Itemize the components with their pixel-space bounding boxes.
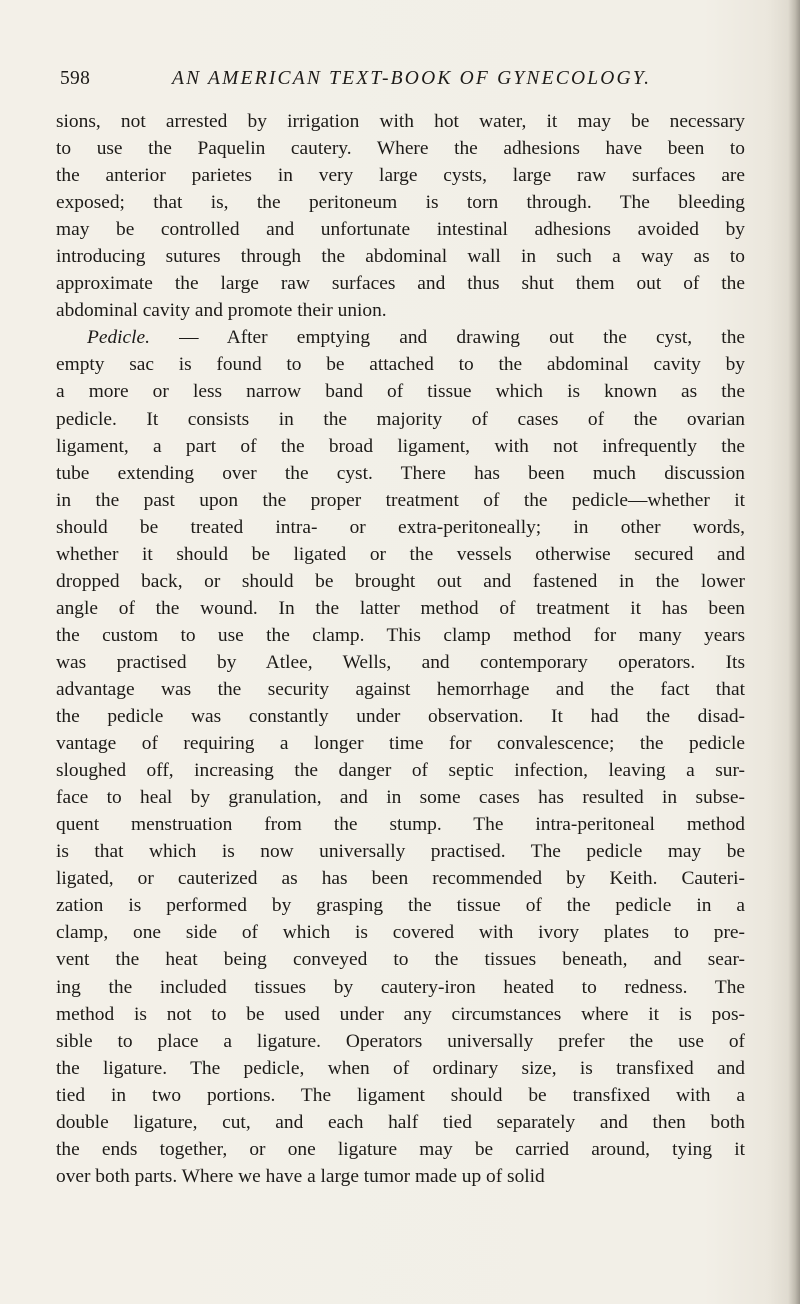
text-line: ligament, a part of the broad ligament, with not infrequently the [56, 435, 745, 457]
text-line: face to heal by granulation, and in some cases has resulted in subse- [56, 787, 745, 809]
text-line: sloughed off, increasing the danger of septic infection, leaving a sur- [56, 760, 745, 782]
pedicle-paragraph-first-line [56, 324, 745, 351]
text-line: sions, not arrested by irrigation with hot water, it may be necessary [56, 111, 745, 132]
body-text [56, 108, 745, 1190]
text-line: ligated, or cauterized as has been recommended by Keith. Cauteri- [56, 868, 745, 890]
text-line: tied in two portions. The ligament should be transfixed with a [56, 1084, 745, 1106]
text-line: advantage was the security against hemorrhage and the fact that [56, 678, 745, 700]
text-line: clamp, one side of which is covered with ivory plates to pre- [56, 922, 745, 944]
text-line: in the past upon the proper treatment of the pedicle—whether it [56, 489, 745, 511]
text-line: exposed; that is, the peritoneum is torn through. The bleeding [56, 192, 745, 214]
text-line: quent menstruation from the stump. The intra-peritoneal method [56, 814, 745, 836]
text-line: method is not to be used under any circumstances where it is pos- [56, 1003, 745, 1025]
running-head [60, 68, 760, 98]
text-line: zation is performed by grasping the tissue of the pedicle in a [56, 895, 745, 917]
text-line: tube extending over the cyst. There has been much discussion [56, 462, 745, 484]
text-line: abdominal cavity and promote their union. [56, 300, 387, 322]
text-line: sible to place a ligature. Operators universally prefer the use of [56, 1030, 745, 1052]
text-line: double ligature, cut, and each half tied separately and then both [56, 1111, 745, 1133]
text-line: was practised by Atlee, Wells, and contemporary operators. Its [56, 651, 745, 673]
text-line: the ends together, or one ligature may be carried around, tying it [56, 1138, 745, 1160]
text-line: the custom to use the clamp. This clamp method for many years [56, 624, 745, 646]
text-line: pedicle. It consists in the majority of cases of the ovarian [56, 408, 745, 430]
text-line: dropped back, or should be brought out and fastened in the lower [56, 570, 745, 592]
page-number: 598 [60, 68, 91, 89]
text-line: is that which is now universally practised. The pedicle may be [56, 841, 745, 863]
running-title: AN AMERICAN TEXT-BOOK OF GYNECOLOGY. [172, 68, 652, 89]
text-line: vent the heat being conveyed to the tissues beneath, and sear- [56, 949, 745, 971]
pedicle-first-line-text: — After emptying and drawing out the cyst, the [149, 327, 745, 349]
text-line: whether it should be ligated or the vessels otherwise secured and [56, 543, 745, 565]
text-line: to use the Paquelin cautery. Where the adhesions have been to [56, 138, 745, 160]
text-line: angle of the wound. In the latter method of treatment it has been [56, 597, 745, 619]
text-line: approximate the large raw surfaces and thus shut them out of the [56, 273, 745, 295]
text-line: should be treated intra- or extra-peritoneally; in other words, [56, 516, 745, 538]
text-line: introducing sutures through the abdominal wall in such a way as to [56, 246, 745, 268]
text-line: may be controlled and unfortunate intestinal adhesions avoided by [56, 219, 745, 241]
text-line: the anterior parietes in very large cysts, large raw surfaces are [56, 165, 745, 187]
text-line: empty sac is found to be attached to the abdominal cavity by [56, 354, 745, 376]
text-line: over both parts. Where we have a large tumor made up of solid [56, 1165, 545, 1187]
text-line: vantage of requiring a longer time for convalescence; the pedicle [56, 733, 745, 755]
page-binding-shadow [788, 0, 800, 1304]
text-line: the pedicle was constantly under observation. It had the disad- [56, 706, 745, 728]
pedicle-heading: Pedicle. [87, 327, 150, 349]
text-line: the ligature. The pedicle, when of ordinary size, is transfixed and [56, 1057, 745, 1079]
text-line: a more or less narrow band of tissue which is known as the [56, 381, 745, 403]
text-line: ing the included tissues by cautery-iron heated to redness. The [56, 976, 745, 998]
